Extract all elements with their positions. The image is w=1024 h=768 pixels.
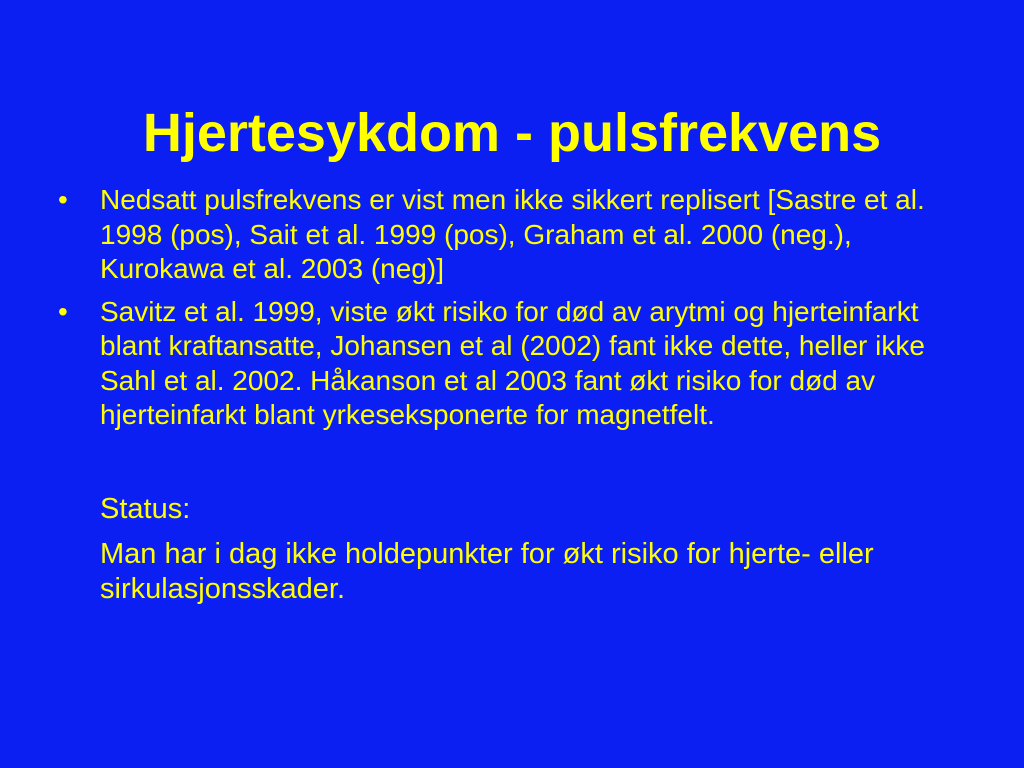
bullet-text-2: Savitz et al. 1999, viste økt risiko for død av arytmi og hjerteinfarkt blant kraftansatte, Johansen et al (2002) fant ikke dette, heller ikke Sahl et al. 2002. Håkanson et al 2003 fant økt risiko for død av hjerteinfarkt blant yrkeseksponerte for magnetfelt.	[100, 295, 925, 430]
status-section	[58, 492, 968, 607]
status-text: Man har i dag ikke holdepunkter for økt risiko for hjerte- eller sirkulasjonsskader.	[100, 537, 874, 605]
bullet-text-1: Nedsatt pulsfrekvens er vist men ikke sikkert replisert [Sastre et al. 1998 (pos), Sait et al. 1999 (pos), Graham et al. 2000 (neg.), Kurokawa et al. 2003 (neg)]	[100, 184, 925, 284]
bullet-icon: •	[58, 295, 68, 327]
bullet-icon: •	[58, 184, 68, 215]
bullet-item-1	[58, 183, 968, 287]
bullet-item-2	[58, 295, 968, 433]
status-label: Status:	[100, 492, 191, 525]
slide-content	[58, 183, 968, 607]
slide-title: Hjertesykdom - pulsfrekvens	[142, 103, 882, 164]
